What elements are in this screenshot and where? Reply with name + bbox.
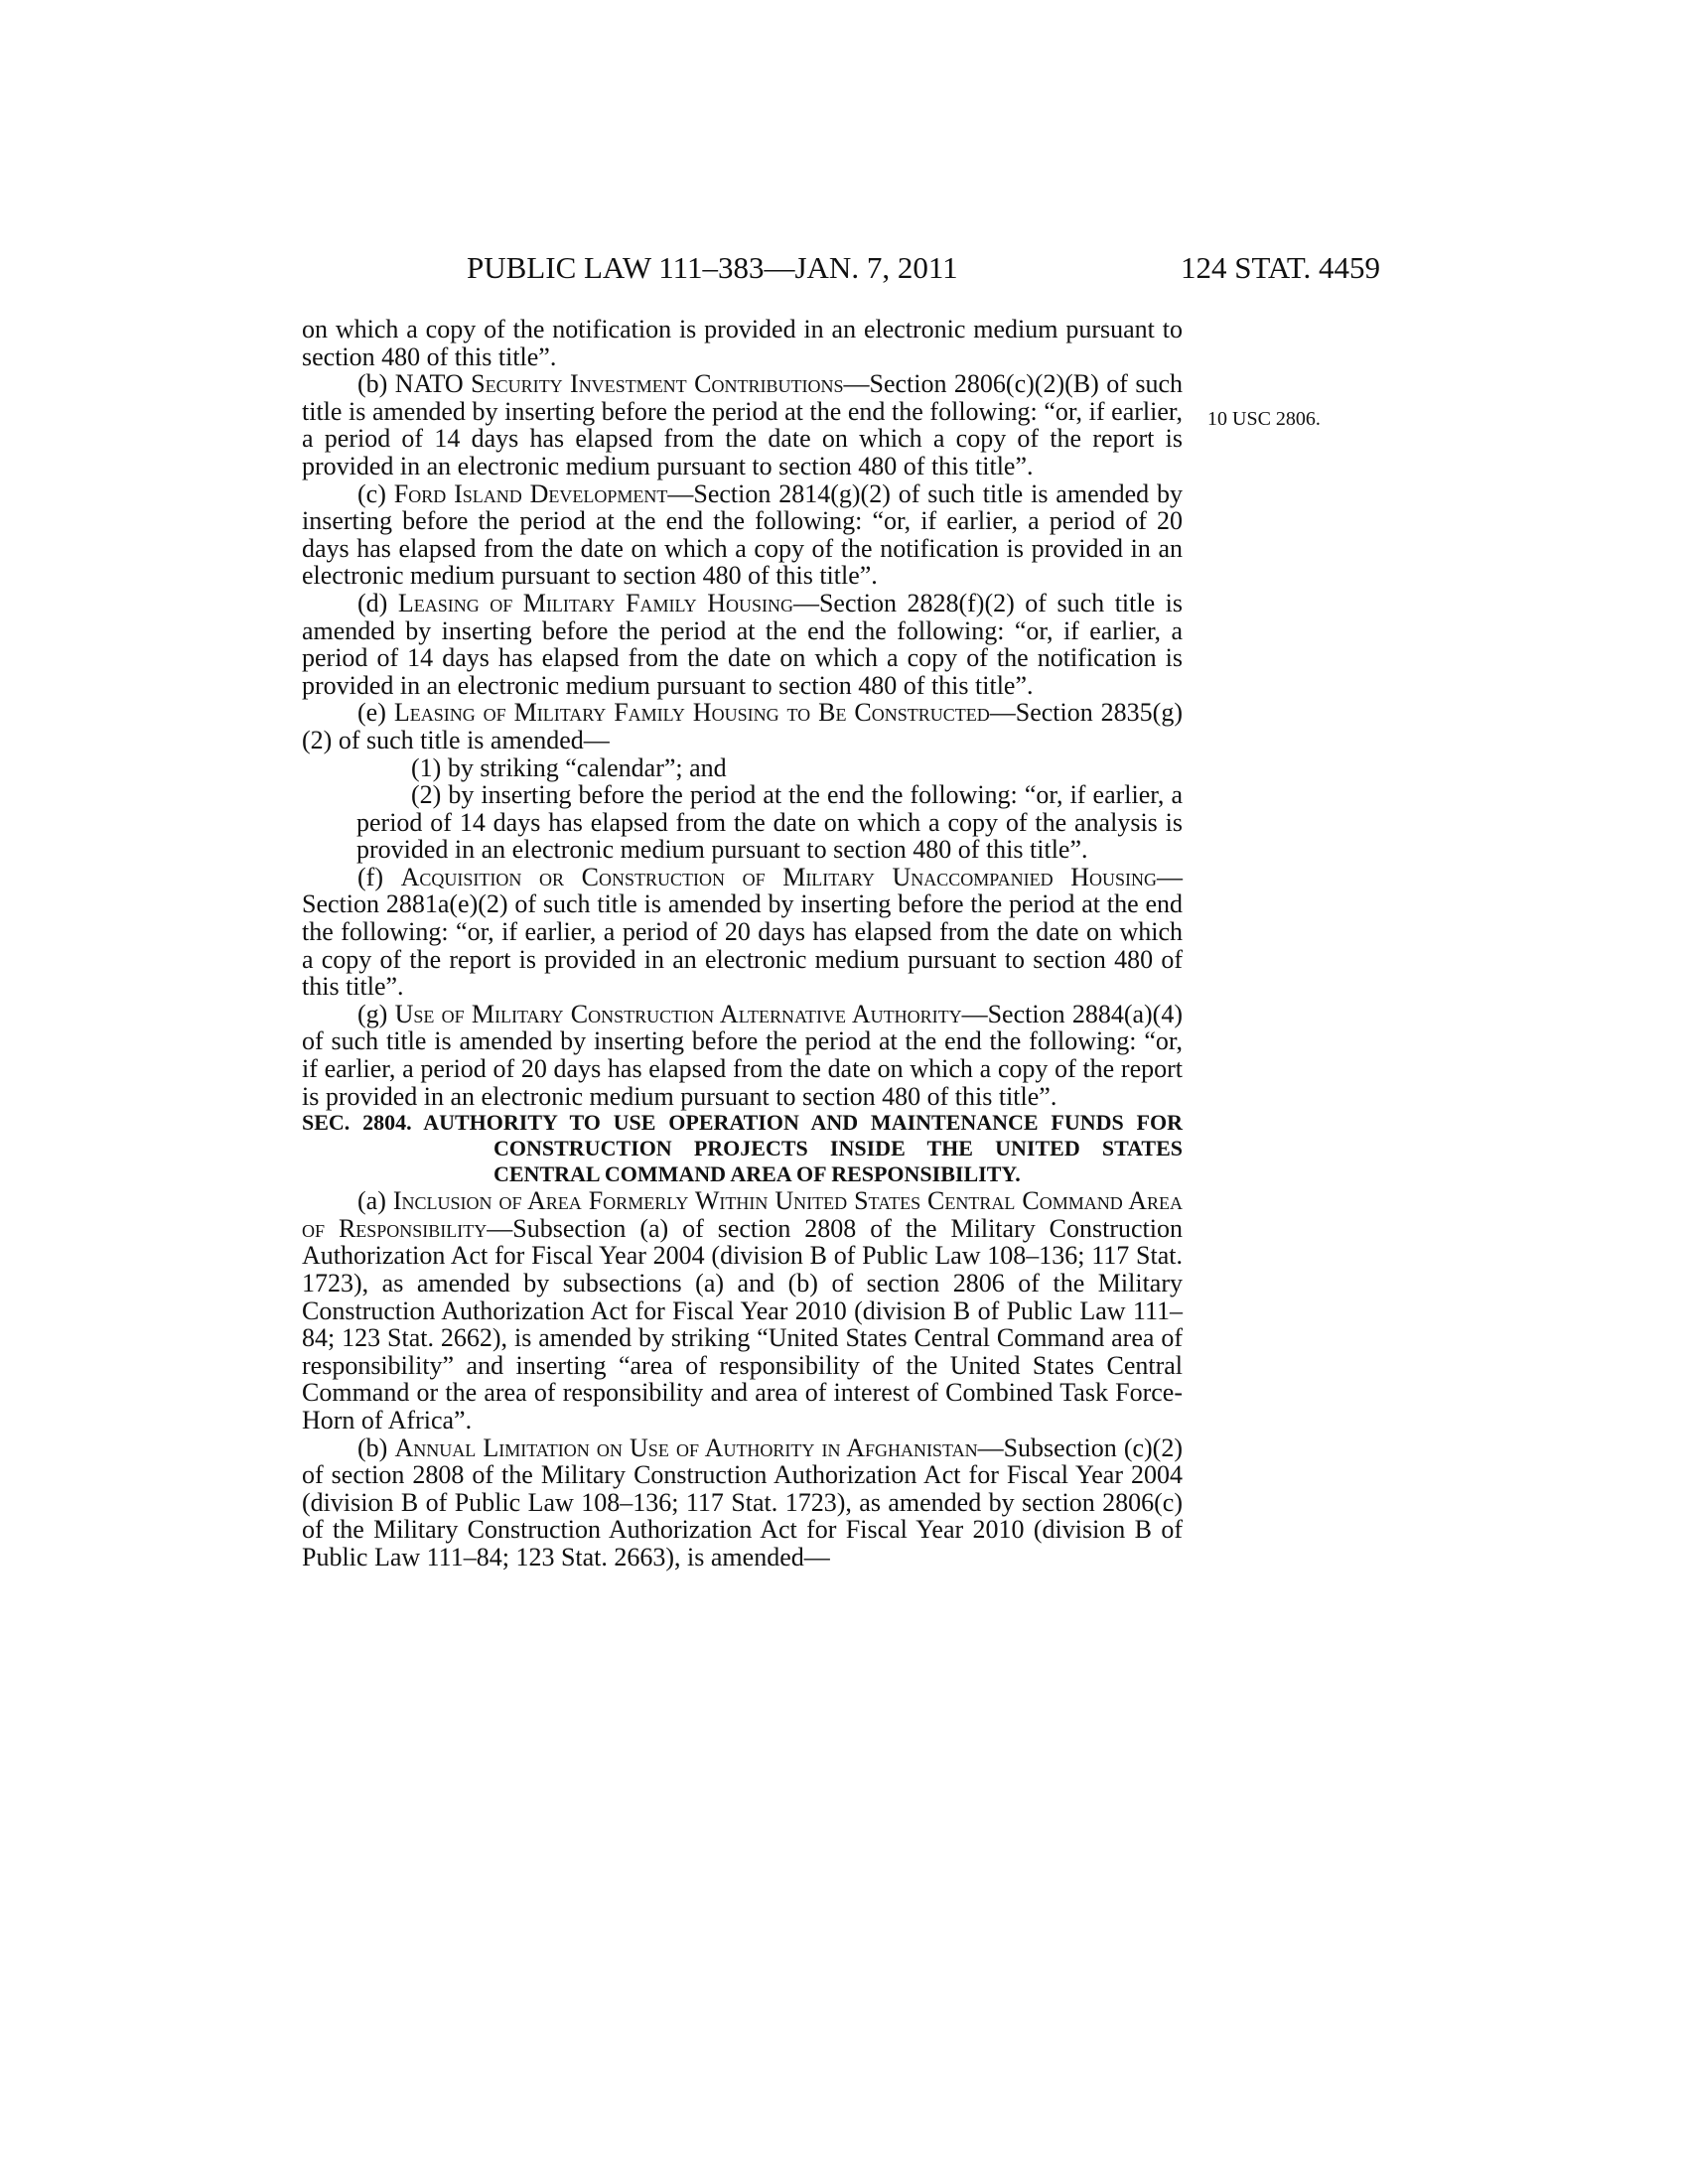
subsection-label: (b): [357, 369, 388, 399]
subsection-e: [302, 699, 1183, 753]
subsection-d: [302, 590, 1183, 699]
subsection-label: (e): [357, 698, 386, 728]
margin-note-usc: 10 USC 2806.: [1207, 408, 1321, 430]
subsection-label: (a): [357, 1186, 386, 1216]
statute-page-number: 124 STAT. 4459: [1180, 250, 1380, 285]
subsection-label: (d): [357, 588, 388, 617]
subsection-heading: Annual Limitation on Use of Authority in Afghanistan: [394, 1433, 978, 1462]
subsection-text: —Section 2828(f)(2) of such title is amended by inserting before the period at the end the following: “or, if earlier, a period of 14 days has elapsed from the date on which a copy of the notification is provided in an electronic medium pursuant to section 480 of this title”.: [302, 588, 1183, 700]
paragraph-e1: (1) by striking “calendar”; and: [411, 752, 727, 782]
paragraph-continuation: on which a copy of the notification is provided in an electronic medium pursuant to section 480 of this title”.: [302, 315, 1183, 371]
sec2804-subsection-a: [302, 1187, 1183, 1433]
subsection-g: [302, 1001, 1183, 1110]
paragraph-e2: (2) by inserting before the period at the end the following: “or, if earlier, a period of 14 days has elapsed from the date on which a copy of the analysis is provided in an electronic medium pursuant to section 480 of this title”.: [356, 780, 1183, 865]
subsection-text: —Section 2806(c)(2)(B) of such title is amended by inserting before the period at the end the following: “or, if earlier, a period of 14 days has elapsed from the date on which a copy of the report is provided in an electronic medium pursuant to section 480 of this title”.: [302, 369, 1183, 480]
section-heading: SEC. 2804. AUTHORITY TO USE OPERATION AND MAINTENANCE FUNDS FOR CONSTRUCTION PROJECTS INSIDE THE UNITED STATES CENTRAL COMMAND AREA OF RESPONSIBILITY.: [302, 1110, 1183, 1187]
document-body: [302, 316, 1183, 1571]
subsection-heading: Leasing of Military Family Housing to Be Constructed: [393, 698, 990, 728]
page-header: [467, 248, 1380, 288]
subsection-text: —Section 2835(g)(2) of such title is amended—: [302, 698, 1183, 754]
subsection-heading: Inclusion of Area Formerly Within United States Central Command Area of Responsibility: [302, 1186, 1184, 1243]
subsection-b: [302, 370, 1183, 479]
sec2804-subsection-b: [302, 1434, 1183, 1571]
subsection-heading: NATO Security Investment Contributions: [394, 369, 844, 399]
subsection-text: —Subsection (c)(2) of section 2808 of the Military Construction Authorization Act for Fiscal Year 2004 (division B of Public Law 108–136; 117 Stat. 1723), as amended by section 2806(c) of the Military Construction Authorization Act for Fiscal Year 2010 (division B of Public Law 111–84; 123 Stat. 2663), is amended—: [302, 1433, 1184, 1571]
subsection-heading: Use of Military Construction Alternative Authority: [394, 999, 962, 1028]
subsection-heading: Ford Island Development: [393, 478, 668, 508]
subsection-label: (f): [357, 862, 383, 891]
subsection-text: —Subsection (a) of section 2808 of the Military Construction Authorization Act for Fiscal Year 2004 (division B of Public Law 108–136; 117 Stat. 1723), as amended by subsections (a) and (b) of section 2806 of the Military Construction Authorization Act for Fiscal Year 2010 (division B of Public Law 111–84; 123 Stat. 2662), is amended by striking “United States Central Command area of responsibility” and inserting “area of responsibility of the United States Central Command or the area of responsibility and area of interest of Combined Task Force-Horn of Africa”.: [302, 1213, 1183, 1434]
subsection-heading: Leasing of Military Family Housing: [397, 588, 793, 617]
subsection-label: (g): [357, 999, 388, 1028]
subsection-c: [302, 480, 1183, 590]
subsection-text: —Section 2884(a)(4) of such title is amended by inserting before the period at the end the following: “or, if earlier, a period of 20 days has elapsed from the date on which a copy of the report is provided in an electronic medium pursuant to section 480 of this title”.: [302, 999, 1183, 1111]
subsection-text: —Section 2814(g)(2) of such title is amended by inserting before the period at the end the following: “or, if earlier, a period of 20 days has elapsed from the date on which a copy of the notification is provided in an electronic medium pursuant to section 480 of this title”.: [302, 478, 1184, 591]
subsection-label: (c): [357, 478, 386, 508]
subsection-text: —Section 2881a(e)(2) of such title is amended by inserting before the period at the end the following: “or, if earlier, a period of 20 days has elapsed from the date on which a copy of the report is provided in an electronic medium pursuant to section 480 of this title”.: [302, 862, 1184, 1002]
subsection-f: [302, 864, 1183, 1001]
subsection-heading: Acquisition or Construction of Military Unaccompanied Housing: [400, 862, 1158, 891]
public-law-citation: PUBLIC LAW 111–383—JAN. 7, 2011: [467, 250, 958, 285]
subsection-label: (b): [357, 1433, 388, 1462]
